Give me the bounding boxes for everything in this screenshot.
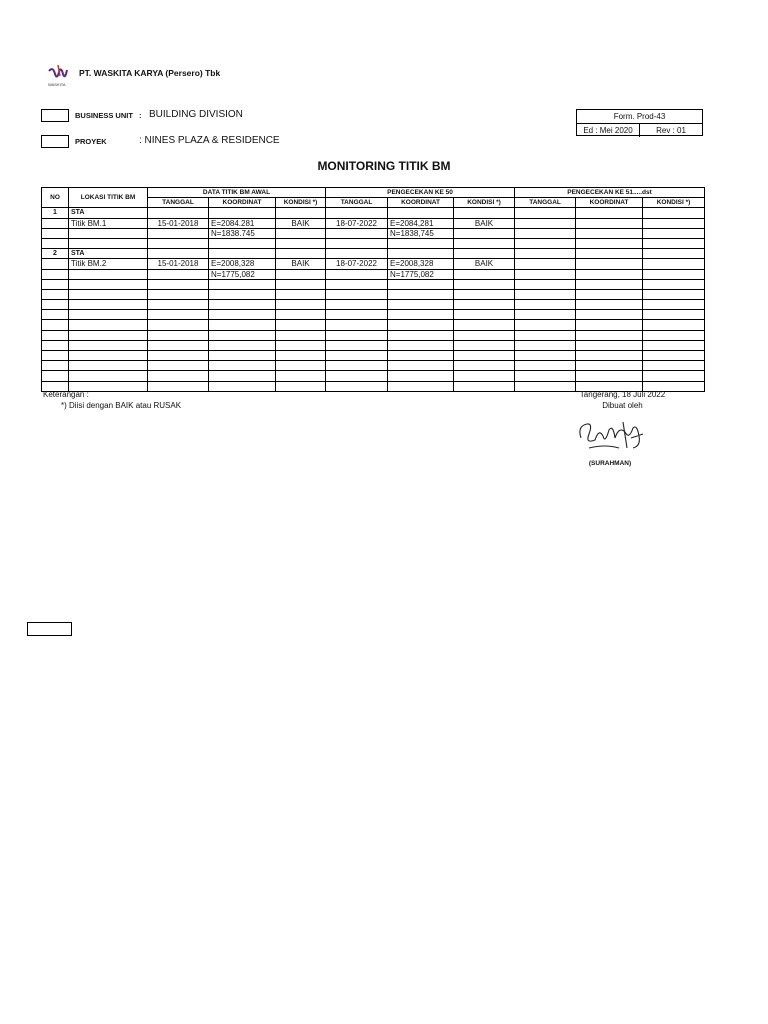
table-cell-s2 (454, 351, 515, 361)
table-cell-k1 (209, 300, 276, 310)
table-cell-s3 (643, 238, 705, 248)
table-row (42, 259, 705, 269)
table-cell-no (42, 218, 69, 228)
table-cell-k3 (576, 259, 643, 269)
table-cell-lokasi (69, 238, 148, 248)
table-cell-s3 (643, 310, 705, 320)
table-cell-s1 (276, 249, 326, 259)
table-cell-t2 (326, 310, 388, 320)
table-cell-k2 (388, 351, 454, 361)
table-cell-s2 (454, 381, 515, 391)
table-cell-t1 (148, 269, 209, 279)
table-cell-t1: 15-01-2018 (148, 218, 209, 228)
table-cell-t2 (326, 289, 388, 299)
table-cell-t2 (326, 371, 388, 381)
table-cell-k3 (576, 361, 643, 371)
table-cell-t2 (326, 238, 388, 248)
table-cell-k3 (576, 289, 643, 299)
table-cell-lokasi (69, 300, 148, 310)
table-cell-no: 2 (42, 249, 69, 259)
table-cell-no (42, 351, 69, 361)
table-cell-s2 (454, 300, 515, 310)
table-cell-s2 (454, 228, 515, 238)
table-cell-k3 (576, 340, 643, 350)
group-pengecekan-50: PENGECEKAN KE 50 (326, 188, 515, 198)
monitoring-table (41, 187, 705, 392)
table-cell-s1 (276, 361, 326, 371)
table-cell-t3 (515, 208, 576, 218)
table-cell-k3 (576, 351, 643, 361)
table-cell-s2 (454, 238, 515, 248)
table-cell-s3 (643, 371, 705, 381)
table-cell-s1 (276, 310, 326, 320)
table-cell-k3 (576, 208, 643, 218)
table-cell-t3 (515, 218, 576, 228)
group-pengecekan-51: PENGECEKAN KE 51.....dst (515, 188, 705, 198)
table-cell-k3 (576, 300, 643, 310)
table-cell-t3 (515, 351, 576, 361)
table-cell-k1 (209, 310, 276, 320)
table-cell-lokasi (69, 340, 148, 350)
table-cell-lokasi: Titik BM.2 (69, 259, 148, 269)
table-row (42, 228, 705, 238)
table-cell-k3 (576, 310, 643, 320)
table-row (42, 208, 705, 218)
table-row (42, 351, 705, 361)
table-cell-t2 (326, 330, 388, 340)
table-cell-s2 (454, 361, 515, 371)
table-cell-s1 (276, 208, 326, 218)
table-cell-s1 (276, 371, 326, 381)
table-cell-no (42, 300, 69, 310)
proyek-label: PROYEK (75, 137, 107, 146)
table-cell-k1: N=1838.745 (209, 228, 276, 238)
business-unit-separator: : (139, 111, 142, 120)
table-cell-s3 (643, 279, 705, 289)
table-cell-t1: 15-01-2018 (148, 259, 209, 269)
table-cell-s2 (454, 310, 515, 320)
form-code: Form. Prod-43 (577, 110, 702, 124)
table-cell-lokasi (69, 310, 148, 320)
table-cell-k2 (388, 320, 454, 330)
table-cell-t3 (515, 279, 576, 289)
sub-tanggal: TANGGAL (148, 198, 209, 208)
table-cell-k2: E=2008,328 (388, 259, 454, 269)
table-cell-s1 (276, 381, 326, 391)
table-cell-t2 (326, 361, 388, 371)
table-cell-k1 (209, 289, 276, 299)
table-cell-k2 (388, 249, 454, 259)
table-cell-k1 (209, 361, 276, 371)
table-cell-s2 (454, 208, 515, 218)
table-cell-k2 (388, 208, 454, 218)
page-title: MONITORING TITIK BM (317, 159, 451, 173)
business-unit-value: BUILDING DIVISION (149, 109, 243, 120)
table-cell-s2 (454, 371, 515, 381)
table-cell-s1 (276, 289, 326, 299)
form-revision: Rev : 01 (656, 126, 686, 135)
table-cell-t1 (148, 289, 209, 299)
table-cell-t3 (515, 269, 576, 279)
table-cell-no (42, 310, 69, 320)
table-cell-s2 (454, 330, 515, 340)
table-cell-s1 (276, 351, 326, 361)
table-cell-t3 (515, 330, 576, 340)
table-cell-k3 (576, 330, 643, 340)
sub-koordinat: KOORDINAT (209, 198, 276, 208)
table-cell-k2 (388, 300, 454, 310)
table-cell-no (42, 228, 69, 238)
table-cell-k1 (209, 238, 276, 248)
table-cell-no (42, 320, 69, 330)
table-cell-k1 (209, 371, 276, 381)
table-cell-k1 (209, 208, 276, 218)
table-cell-s2 (454, 320, 515, 330)
form-info-box (576, 109, 703, 136)
table-row (42, 218, 705, 228)
table-cell-s2: BAIK (454, 259, 515, 269)
table-cell-k2 (388, 340, 454, 350)
table-cell-t1 (148, 371, 209, 381)
table-cell-k2 (388, 289, 454, 299)
table-cell-t3 (515, 300, 576, 310)
table-cell-no (42, 259, 69, 269)
table-cell-k3 (576, 238, 643, 248)
empty-box (27, 622, 72, 636)
table-row (42, 320, 705, 330)
table-cell-lokasi (69, 269, 148, 279)
table-cell-s3 (643, 269, 705, 279)
table-cell-s3 (643, 320, 705, 330)
sub-koordinat: KOORDINAT (576, 198, 643, 208)
table-cell-t3 (515, 371, 576, 381)
table-cell-k2 (388, 330, 454, 340)
table-cell-k3 (576, 228, 643, 238)
table-cell-s3 (643, 300, 705, 310)
table-cell-s3 (643, 208, 705, 218)
table-cell-lokasi (69, 289, 148, 299)
table-cell-s3 (643, 361, 705, 371)
table-cell-k1 (209, 351, 276, 361)
table-cell-s1 (276, 300, 326, 310)
table-cell-lokasi: Titik BM.1 (69, 218, 148, 228)
table-row (42, 279, 705, 289)
table-cell-k3 (576, 279, 643, 289)
table-cell-t2 (326, 208, 388, 218)
table-cell-t3 (515, 249, 576, 259)
made-by: Dibuat oleh (602, 401, 643, 410)
sub-koordinat: KOORDINAT (388, 198, 454, 208)
table-cell-t1 (148, 228, 209, 238)
table-cell-k2 (388, 381, 454, 391)
table-cell-t1 (148, 208, 209, 218)
table-cell-t1 (148, 330, 209, 340)
table-cell-t2 (326, 249, 388, 259)
table-cell-k2: N=1775,082 (388, 269, 454, 279)
table-cell-t2: 18-07-2022 (326, 259, 388, 269)
table-cell-t1 (148, 300, 209, 310)
table-cell-s2: BAIK (454, 218, 515, 228)
table-cell-k2 (388, 279, 454, 289)
table-cell-no (42, 340, 69, 350)
table-cell-s3 (643, 289, 705, 299)
table-cell-lokasi: STA (69, 208, 148, 218)
table-row (42, 249, 705, 259)
table-cell-k1 (209, 279, 276, 289)
table-cell-lokasi (69, 320, 148, 330)
table-cell-k2 (388, 310, 454, 320)
table-cell-k3 (576, 269, 643, 279)
table-cell-no: 1 (42, 208, 69, 218)
table-cell-s3 (643, 218, 705, 228)
table-row (42, 340, 705, 350)
table-cell-t1 (148, 238, 209, 248)
table-cell-no (42, 279, 69, 289)
signature-block (545, 389, 700, 411)
table-cell-s2 (454, 340, 515, 350)
table-cell-t2 (326, 228, 388, 238)
table-cell-k1 (209, 340, 276, 350)
table-cell-k1 (209, 330, 276, 340)
table-cell-t3 (515, 310, 576, 320)
table-cell-t3 (515, 228, 576, 238)
business-unit-label: BUSINESS UNIT (75, 111, 133, 120)
table-cell-k1 (209, 381, 276, 391)
table-cell-t2 (326, 381, 388, 391)
notes-label: Keterangan : (43, 390, 89, 399)
table-cell-lokasi (69, 228, 148, 238)
table-cell-k2 (388, 238, 454, 248)
table-row (42, 269, 705, 279)
table-cell-t1 (148, 320, 209, 330)
table-cell-s1 (276, 279, 326, 289)
company-name: PT. WASKITA KARYA (Persero) Tbk (79, 68, 221, 78)
table-cell-k1 (209, 320, 276, 330)
table-cell-no (42, 269, 69, 279)
table-cell-t3 (515, 238, 576, 248)
table-cell-no (42, 238, 69, 248)
table-cell-t1 (148, 249, 209, 259)
table-cell-k2 (388, 361, 454, 371)
table-cell-no (42, 289, 69, 299)
table-cell-s1: BAIK (276, 259, 326, 269)
table-cell-t2 (326, 300, 388, 310)
table-row (42, 289, 705, 299)
table-row (42, 361, 705, 371)
table-cell-k1 (209, 249, 276, 259)
table-cell-t2: 18-07-2022 (326, 218, 388, 228)
notes-line: *) Diisi dengan BAIK atau RUSAK (61, 401, 182, 410)
table-cell-s1 (276, 320, 326, 330)
table-cell-t3 (515, 289, 576, 299)
table-cell-k1: N=1775,082 (209, 269, 276, 279)
table-cell-s2 (454, 269, 515, 279)
table-cell-s1 (276, 330, 326, 340)
table-row (42, 330, 705, 340)
form-edition: Ed : Mei 2020 (577, 124, 640, 137)
table-cell-lokasi (69, 279, 148, 289)
company-logo (46, 62, 72, 88)
table-cell-k3 (576, 320, 643, 330)
table-cell-t2 (326, 351, 388, 361)
table-cell-k2: E=2084,281 (388, 218, 454, 228)
sub-kondisi: KONDISI *) (454, 198, 515, 208)
table-cell-s3 (643, 259, 705, 269)
table-cell-s3 (643, 330, 705, 340)
table-cell-t1 (148, 351, 209, 361)
table-cell-s2 (454, 279, 515, 289)
table-cell-no (42, 361, 69, 371)
table-cell-lokasi (69, 330, 148, 340)
table-cell-lokasi (69, 351, 148, 361)
table-row (42, 310, 705, 320)
table-cell-k3 (576, 218, 643, 228)
place-date: Tangerang, 18 Juli 2022 (579, 390, 666, 399)
table-row (42, 371, 705, 381)
table-row (42, 238, 705, 248)
table-cell-k1: E=2084.281 (209, 218, 276, 228)
table-cell-lokasi: STA (69, 249, 148, 259)
proyek-checkbox (41, 135, 69, 148)
table-cell-s1 (276, 340, 326, 350)
table-cell-s1: BAIK (276, 218, 326, 228)
table-cell-t2 (326, 269, 388, 279)
table-cell-t2 (326, 279, 388, 289)
table-cell-t3 (515, 361, 576, 371)
table-cell-s2 (454, 289, 515, 299)
sub-tanggal: TANGGAL (326, 198, 388, 208)
table-cell-no (42, 330, 69, 340)
business-unit-checkbox (41, 109, 69, 122)
table-cell-s1 (276, 238, 326, 248)
proyek-value: : NINES PLAZA & RESIDENCE (139, 135, 280, 146)
table-cell-no (42, 371, 69, 381)
group-data-awal: DATA TITIK BM AWAL (148, 188, 326, 198)
table-cell-s1 (276, 228, 326, 238)
table-cell-t2 (326, 320, 388, 330)
sub-tanggal: TANGGAL (515, 198, 576, 208)
table-cell-t1 (148, 279, 209, 289)
table-cell-t1 (148, 361, 209, 371)
svg-text:WASKITA: WASKITA (48, 82, 66, 87)
table-cell-t2 (326, 340, 388, 350)
signer-name: (SURAHMAN) (588, 460, 632, 467)
table-row (42, 300, 705, 310)
table-cell-s1 (276, 269, 326, 279)
table-cell-k2 (388, 371, 454, 381)
table-cell-t1 (148, 310, 209, 320)
sub-kondisi: KONDISI *) (643, 198, 705, 208)
table-cell-k3 (576, 249, 643, 259)
table-cell-t3 (515, 320, 576, 330)
table-cell-s2 (454, 249, 515, 259)
table-cell-lokasi (69, 361, 148, 371)
table-cell-t3 (515, 340, 576, 350)
table-cell-lokasi (69, 371, 148, 381)
sub-kondisi: KONDISI *) (276, 198, 326, 208)
table-cell-t3 (515, 259, 576, 269)
signature-image (575, 418, 647, 456)
table-cell-s3 (643, 228, 705, 238)
col-no: NO (42, 188, 69, 208)
table-cell-s3 (643, 351, 705, 361)
table-cell-s3 (643, 340, 705, 350)
col-lokasi: LOKASI TITIK BM (69, 188, 148, 208)
table-cell-t1 (148, 340, 209, 350)
notes (43, 389, 181, 411)
table-cell-k2: N=1838,745 (388, 228, 454, 238)
table-cell-k1: E=2008,328 (209, 259, 276, 269)
table-cell-s3 (643, 249, 705, 259)
table-cell-k3 (576, 371, 643, 381)
